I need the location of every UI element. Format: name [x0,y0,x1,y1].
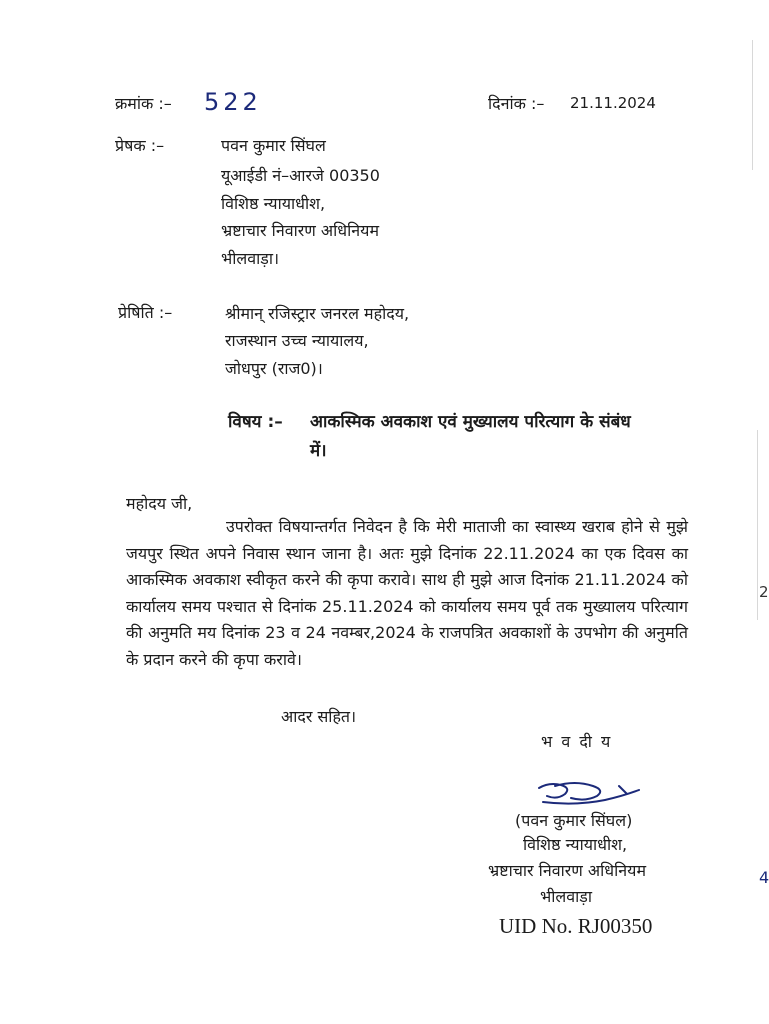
margin-mark: 2 [759,583,769,601]
recipient-line: श्रीमान् रजिस्ट्रार जनरल महोदय, [225,304,410,323]
subject-line: आकस्मिक अवकाश एवं मुख्यालय परित्याग के संबंध [310,412,631,432]
sender-label: प्रेषक :– [115,136,165,155]
recipient-line: जोधपुर (राज0)। [225,359,323,378]
signatory-department: भ्रष्टाचार निवारण अधिनियम [488,861,647,880]
signatory-name: (पवन कुमार सिंघल) [515,811,633,830]
page-edge-line [757,430,758,620]
date-value: 21.11.2024 [570,94,656,112]
sender-line: भीलवाड़ा। [221,249,280,268]
page-edge-line [752,40,753,170]
uid-number: UID No. RJ00350 [499,914,653,938]
subject-label: विषय :– [228,412,283,432]
yours-faithfully: भ व दी य [541,732,613,751]
body-paragraph-text: उपरोक्त विषयान्तर्गत निवेदन है कि मेरी माताजी का स्वास्थ्य खराब होने से मुझे जयपुर स्थित अपने निवास स्थान जाना है। अतः मुझे दिनांक 22.11.2024 का एक दिवस का आकस्मिक अवकाश स्वीकृत करने की कृपा करावे। साथ ही मुझे आज दिनांक 21.11.2024 को कार्यालय समय पश्चात से दिनांक 25.11.2024 को कार्यालय समय पूर्व तक मुख्यालय परित्याग की अनुमति मय दिनांक 23 व 24 नवम्बर,2024 के राजपत्रित अवकाशों के उपभोग की अनुमति के प्रदान करने की कृपा करावे। [126,517,688,669]
recipient-line: राजस्थान उच्च न्यायालय, [225,331,369,350]
sender-line: विशिष्ठ न्यायाधीश, [221,194,326,213]
subject-line: में। [310,441,327,461]
margin-mark: 4 [759,868,769,887]
signature-scribble [535,780,645,810]
signatory-place: भीलवाड़ा [540,887,592,906]
number-label: क्रमांक :– [115,94,172,113]
regards: आदर सहित। [281,707,357,726]
sender-line: भ्रष्टाचार निवारण अधिनियम [221,221,380,240]
sender-line: पवन कुमार सिंघल [221,136,326,155]
salutation: महोदय जी, [126,494,193,513]
date-label: दिनांक :– [488,94,545,113]
sender-line: यूआईडी नं–आरजे 00350 [221,166,380,185]
body-paragraph [126,514,688,673]
number-value-handwritten: 522 [204,88,262,116]
signatory-designation: विशिष्ठ न्यायाधीश, [523,835,628,854]
recipient-label: प्रेषिति :– [118,303,173,322]
